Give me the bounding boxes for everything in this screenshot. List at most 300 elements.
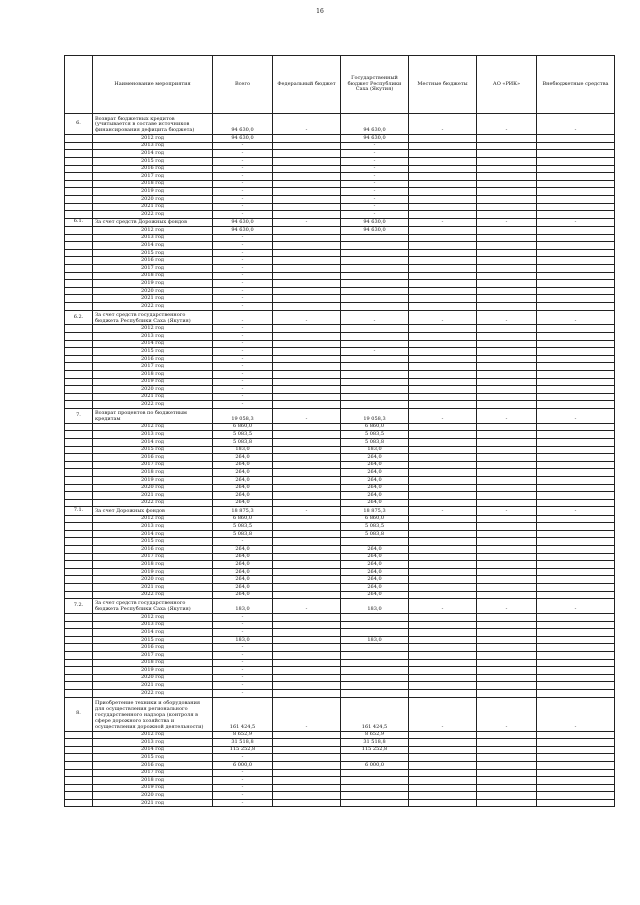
table-cell	[273, 561, 341, 569]
table-cell: 264,0	[213, 576, 273, 584]
table-cell: 5 083,8	[213, 530, 273, 538]
table-cell	[537, 568, 615, 576]
table-cell: 2015 год	[93, 157, 213, 165]
table-cell: 264,0	[213, 568, 273, 576]
table-cell: 7.	[65, 408, 93, 423]
year-row	[65, 629, 615, 637]
table-cell: 2016 год	[93, 546, 213, 554]
table-cell: 31 518,8	[341, 739, 409, 747]
table-cell	[65, 227, 93, 235]
table-cell	[65, 674, 93, 682]
table-cell	[477, 538, 537, 546]
table-cell: 2021 год	[93, 295, 213, 303]
table-cell: 2017 год	[93, 553, 213, 561]
table-cell: 183,0	[341, 599, 409, 614]
table-cell	[477, 576, 537, 584]
table-cell	[65, 799, 93, 807]
table-cell	[537, 777, 615, 785]
table-cell: 2020 год	[93, 484, 213, 492]
table-cell: -	[537, 507, 615, 515]
table-cell: -	[273, 599, 341, 614]
budget-table	[64, 55, 615, 807]
table-cell	[537, 371, 615, 379]
table-cell: 2013 год	[93, 234, 213, 242]
table-cell	[273, 651, 341, 659]
table-cell	[273, 461, 341, 469]
table-cell	[477, 731, 537, 739]
table-cell: -	[477, 408, 537, 423]
table-cell	[409, 682, 477, 690]
table-cell	[537, 325, 615, 333]
table-cell	[537, 165, 615, 173]
table-cell	[477, 173, 537, 181]
year-row	[65, 303, 615, 311]
year-row	[65, 446, 615, 454]
table-cell	[65, 272, 93, 280]
table-cell: 2019 год	[93, 667, 213, 675]
table-cell	[65, 340, 93, 348]
table-cell: 2014 год	[93, 746, 213, 754]
table-cell	[477, 784, 537, 792]
table-cell: -	[213, 142, 273, 150]
table-cell	[537, 546, 615, 554]
table-cell	[273, 438, 341, 446]
table-cell	[65, 492, 93, 500]
table-cell	[477, 371, 537, 379]
table-cell	[341, 265, 409, 273]
table-cell	[537, 280, 615, 288]
year-row	[65, 265, 615, 273]
table-cell	[409, 348, 477, 356]
year-row	[65, 325, 615, 333]
table-cell: 2018 год	[93, 272, 213, 280]
table-cell: -	[213, 682, 273, 690]
table-cell: 264,0	[341, 561, 409, 569]
table-cell	[537, 363, 615, 371]
year-row	[65, 777, 615, 785]
year-row	[65, 614, 615, 622]
column-header: АО «РИК»	[477, 56, 537, 114]
table-cell: -	[477, 114, 537, 135]
table-cell: -	[213, 325, 273, 333]
table-cell	[341, 644, 409, 652]
table-cell: -	[341, 180, 409, 188]
table-cell: 2018 год	[93, 180, 213, 188]
table-cell: 5 083,8	[341, 530, 409, 538]
table-cell: 264,0	[213, 461, 273, 469]
table-cell	[341, 754, 409, 762]
table-cell: -	[213, 242, 273, 250]
table-cell	[65, 195, 93, 203]
year-row	[65, 799, 615, 807]
table-cell	[477, 287, 537, 295]
table-cell: 183,0	[341, 446, 409, 454]
table-cell	[273, 287, 341, 295]
year-row	[65, 584, 615, 592]
table-cell	[409, 636, 477, 644]
table-cell: 2021 год	[93, 799, 213, 807]
year-row	[65, 195, 615, 203]
table-cell: -	[213, 249, 273, 257]
table-cell	[477, 325, 537, 333]
table-cell	[477, 644, 537, 652]
table-cell	[65, 249, 93, 257]
table-cell	[477, 188, 537, 196]
table-cell: 2019 год	[93, 784, 213, 792]
table-cell	[65, 530, 93, 538]
table-cell	[273, 761, 341, 769]
table-cell: 2014 год	[93, 530, 213, 538]
table-cell	[477, 303, 537, 311]
table-cell	[477, 777, 537, 785]
table-cell	[477, 561, 537, 569]
year-row	[65, 423, 615, 431]
table-cell	[409, 674, 477, 682]
year-row	[65, 188, 615, 196]
table-cell	[273, 280, 341, 288]
table-cell	[477, 257, 537, 265]
table-cell: 264,0	[213, 546, 273, 554]
table-cell	[409, 538, 477, 546]
table-cell	[537, 203, 615, 211]
table-cell	[409, 195, 477, 203]
table-cell	[273, 769, 341, 777]
table-cell: 2016 год	[93, 454, 213, 462]
table-cell: -	[213, 393, 273, 401]
table-cell	[409, 659, 477, 667]
table-cell: -	[213, 234, 273, 242]
table-cell	[65, 651, 93, 659]
table-cell	[65, 499, 93, 507]
table-cell: -	[341, 195, 409, 203]
table-cell	[409, 754, 477, 762]
year-row	[65, 746, 615, 754]
table-cell	[409, 568, 477, 576]
table-cell: 264,0	[341, 584, 409, 592]
table-cell	[341, 538, 409, 546]
table-cell	[537, 644, 615, 652]
table-cell: -	[341, 188, 409, 196]
table-cell: 2021 год	[93, 492, 213, 500]
table-cell	[409, 561, 477, 569]
table-cell	[537, 553, 615, 561]
table-cell: -	[537, 408, 615, 423]
year-row	[65, 393, 615, 401]
table-cell	[65, 165, 93, 173]
table-cell	[273, 195, 341, 203]
table-cell: 8.	[65, 697, 93, 731]
table-cell	[477, 761, 537, 769]
table-cell	[341, 303, 409, 311]
table-cell	[537, 333, 615, 341]
table-cell	[477, 165, 537, 173]
table-cell	[409, 165, 477, 173]
table-cell	[273, 431, 341, 439]
year-row	[65, 621, 615, 629]
table-cell	[477, 667, 537, 675]
table-cell	[65, 739, 93, 747]
table-cell	[409, 257, 477, 265]
table-cell: -	[273, 310, 341, 325]
table-cell: -	[477, 697, 537, 731]
table-cell	[477, 150, 537, 158]
table-cell: -	[213, 401, 273, 409]
table-cell: 2015 год	[93, 538, 213, 546]
table-cell: 2020 год	[93, 576, 213, 584]
table-cell: 6 860,0	[213, 515, 273, 523]
table-cell: 19 058,3	[341, 408, 409, 423]
table-cell	[537, 180, 615, 188]
table-cell	[537, 784, 615, 792]
table-cell: 2012 год	[93, 325, 213, 333]
table-cell	[477, 431, 537, 439]
table-cell	[537, 746, 615, 754]
table-cell	[477, 591, 537, 599]
table-cell	[537, 249, 615, 257]
table-cell	[341, 386, 409, 394]
table-cell	[537, 629, 615, 637]
table-cell	[537, 454, 615, 462]
table-cell	[65, 461, 93, 469]
table-cell	[341, 257, 409, 265]
table-cell	[273, 499, 341, 507]
table-cell: -	[409, 114, 477, 135]
table-cell	[65, 150, 93, 158]
year-row	[65, 227, 615, 235]
table-cell	[409, 386, 477, 394]
table-cell	[477, 546, 537, 554]
table-cell	[65, 754, 93, 762]
table-cell	[537, 378, 615, 386]
year-row	[65, 739, 615, 747]
table-cell	[409, 401, 477, 409]
table-cell	[477, 295, 537, 303]
table-cell	[409, 303, 477, 311]
year-row	[65, 576, 615, 584]
table-cell: 264,0	[213, 454, 273, 462]
table-cell: -	[213, 621, 273, 629]
table-cell	[409, 546, 477, 554]
table-cell: 2014 год	[93, 242, 213, 250]
table-cell	[65, 546, 93, 554]
table-cell	[273, 393, 341, 401]
table-cell	[341, 333, 409, 341]
table-cell	[65, 234, 93, 242]
year-row	[65, 371, 615, 379]
table-cell	[477, 272, 537, 280]
table-cell	[537, 431, 615, 439]
table-cell: -	[213, 287, 273, 295]
table-cell	[273, 777, 341, 785]
table-cell	[537, 476, 615, 484]
table-cell: 264,0	[341, 492, 409, 500]
table-cell: -	[213, 348, 273, 356]
table-cell: -	[213, 777, 273, 785]
table-cell	[65, 431, 93, 439]
table-cell	[537, 303, 615, 311]
table-cell: 2014 год	[93, 438, 213, 446]
table-cell	[477, 280, 537, 288]
table-cell: 2022 год	[93, 689, 213, 697]
table-cell	[65, 731, 93, 739]
table-cell	[409, 378, 477, 386]
column-header: Внебюджетные средства	[537, 56, 615, 114]
table-cell	[273, 636, 341, 644]
table-cell: 6 000,0	[341, 761, 409, 769]
year-row	[65, 287, 615, 295]
table-cell	[537, 792, 615, 800]
table-cell	[273, 454, 341, 462]
table-cell	[409, 431, 477, 439]
table-cell	[341, 799, 409, 807]
table-cell: 6 000,0	[213, 761, 273, 769]
table-cell: 264,0	[213, 591, 273, 599]
table-cell	[65, 576, 93, 584]
table-cell: -	[537, 310, 615, 325]
table-cell	[409, 446, 477, 454]
table-cell	[273, 644, 341, 652]
year-row	[65, 674, 615, 682]
table-cell	[341, 280, 409, 288]
table-cell	[537, 667, 615, 675]
table-cell: 2015 год	[93, 348, 213, 356]
table-cell: 2017 год	[93, 769, 213, 777]
table-cell	[477, 689, 537, 697]
table-cell	[341, 792, 409, 800]
table-cell	[65, 568, 93, 576]
table-cell	[537, 340, 615, 348]
table-cell: -	[213, 188, 273, 196]
table-cell: -	[213, 659, 273, 667]
table-cell	[409, 644, 477, 652]
table-cell	[341, 674, 409, 682]
column-header: Государственный бюджет Республики Саха (Якутия)	[341, 56, 409, 114]
year-row	[65, 363, 615, 371]
table-cell: 18 875,3	[213, 507, 273, 515]
table-cell: -	[213, 265, 273, 273]
table-cell	[477, 746, 537, 754]
table-cell	[477, 333, 537, 341]
table-cell	[477, 203, 537, 211]
table-cell	[273, 492, 341, 500]
table-cell: 264,0	[341, 484, 409, 492]
table-cell	[409, 135, 477, 143]
table-cell	[273, 546, 341, 554]
table-cell	[409, 142, 477, 150]
table-cell	[65, 371, 93, 379]
table-header-row	[65, 56, 615, 114]
table-cell: 2012 год	[93, 135, 213, 143]
year-row	[65, 257, 615, 265]
table-cell	[477, 682, 537, 690]
table-cell	[65, 280, 93, 288]
table-cell	[477, 423, 537, 431]
year-row	[65, 651, 615, 659]
year-row	[65, 546, 615, 554]
table-cell	[409, 784, 477, 792]
table-cell: 115 252,8	[213, 746, 273, 754]
table-cell	[273, 371, 341, 379]
year-row	[65, 280, 615, 288]
table-cell: 2022 год	[93, 591, 213, 599]
table-cell	[65, 636, 93, 644]
table-cell	[477, 629, 537, 637]
table-cell	[65, 689, 93, 697]
table-cell	[409, 234, 477, 242]
table-cell: 2019 год	[93, 568, 213, 576]
table-cell	[65, 784, 93, 792]
table-cell: 2020 год	[93, 674, 213, 682]
table-cell	[341, 651, 409, 659]
year-row	[65, 769, 615, 777]
table-cell	[537, 135, 615, 143]
table-cell: -	[213, 340, 273, 348]
table-cell	[409, 325, 477, 333]
table-cell	[537, 272, 615, 280]
table-cell	[65, 303, 93, 311]
year-row	[65, 515, 615, 523]
table-cell	[65, 242, 93, 250]
table-cell: 2021 год	[93, 682, 213, 690]
table-cell: 2017 год	[93, 461, 213, 469]
table-cell	[273, 674, 341, 682]
table-cell: 2017 год	[93, 651, 213, 659]
column-header	[65, 56, 93, 114]
table-cell: -	[409, 310, 477, 325]
table-cell	[273, 295, 341, 303]
column-header: Местные бюджеты	[409, 56, 477, 114]
table-cell	[65, 761, 93, 769]
table-cell	[537, 150, 615, 158]
table-cell	[537, 469, 615, 477]
table-cell: 2012 год	[93, 731, 213, 739]
year-row	[65, 340, 615, 348]
column-header: Наименование мероприятия	[93, 56, 213, 114]
table-cell	[409, 227, 477, 235]
table-cell: -	[477, 218, 537, 226]
table-cell	[409, 614, 477, 622]
table-cell: -	[213, 538, 273, 546]
year-row	[65, 538, 615, 546]
table-cell	[537, 484, 615, 492]
table-cell	[65, 378, 93, 386]
table-cell	[273, 515, 341, 523]
table-cell: 264,0	[341, 568, 409, 576]
table-cell: 94 630,0	[341, 227, 409, 235]
table-cell	[537, 348, 615, 356]
table-cell	[409, 553, 477, 561]
year-row	[65, 761, 615, 769]
table-cell: 264,0	[213, 469, 273, 477]
table-cell: 2013 год	[93, 739, 213, 747]
table-cell	[341, 784, 409, 792]
table-cell	[409, 777, 477, 785]
table-cell	[409, 272, 477, 280]
year-row	[65, 272, 615, 280]
table-cell	[537, 227, 615, 235]
year-row	[65, 644, 615, 652]
table-cell: 5 083,8	[341, 438, 409, 446]
table-cell: -	[213, 150, 273, 158]
table-cell	[477, 180, 537, 188]
table-cell	[537, 761, 615, 769]
table-cell	[477, 438, 537, 446]
table-cell: -	[273, 218, 341, 226]
table-cell	[341, 378, 409, 386]
table-cell	[273, 173, 341, 181]
table-cell	[409, 371, 477, 379]
section-row	[65, 408, 615, 423]
